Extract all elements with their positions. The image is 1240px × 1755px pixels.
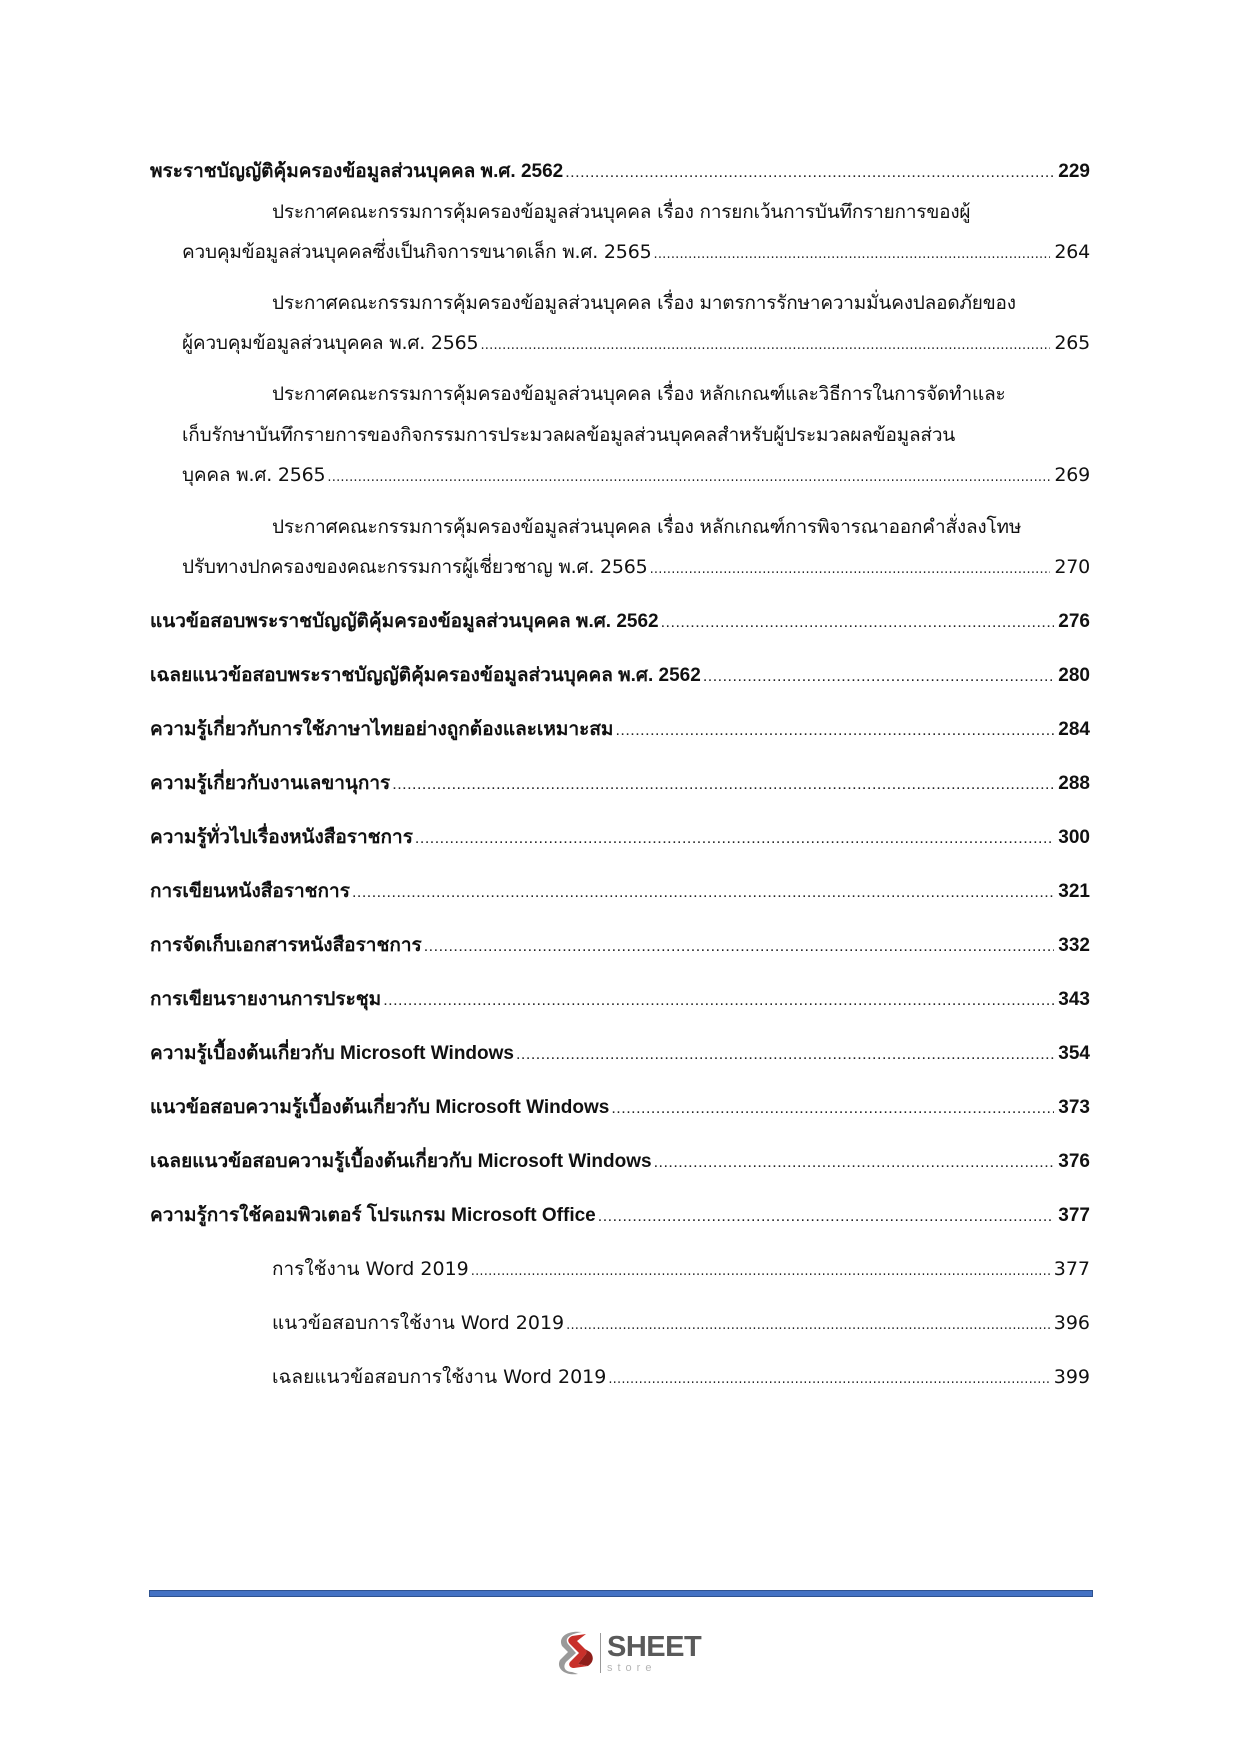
toc-entry-title: เฉลยแนวข้อสอบการใช้งาน Word 2019 [272, 1366, 607, 1388]
toc-entry-page: 354 [1058, 1043, 1090, 1064]
toc-entry-line: ประกาศคณะกรรมการคุ้มครองข้อมูลส่วนบุคคล เรื่อง หลักเกณฑ์การพิจารณาออกคำสั่งลงโทษ [272, 516, 1022, 538]
toc-entry-page: 276 [1058, 611, 1090, 632]
toc-entry-line: ประกาศคณะกรรมการคุ้มครองข้อมูลส่วนบุคคล เรื่อง หลักเกณฑ์และวิธีการในการจัดทำและ [272, 383, 1006, 405]
toc-entry-title: แนวข้อสอบพระราชบัญญัติคุ้มครองข้อมูลส่วนบุคคล พ.ศ. 2562 [150, 611, 659, 632]
toc-entry-page: 377 [1058, 1205, 1090, 1226]
dot-leader [654, 1154, 1055, 1172]
dot-leader [598, 1208, 1055, 1226]
toc-entry-page: 373 [1058, 1097, 1090, 1118]
toc-entry-word-2019[interactable] [272, 1254, 1090, 1284]
toc-entry-word-2019-exam[interactable] [272, 1308, 1090, 1338]
toc-entry-title: ความรู้เบื้องต้นเกี่ยวกับ Microsoft Windows [150, 1043, 514, 1064]
dot-leader [480, 338, 1050, 353]
toc-entry-title: ความรู้ทั่วไปเรื่องหนังสือราชการ [150, 827, 413, 848]
toc-entry-meeting-minutes[interactable] [150, 984, 1090, 1014]
dot-leader [650, 562, 1051, 577]
toc-entry-page: 321 [1058, 881, 1090, 902]
dot-leader [661, 614, 1055, 632]
toc-entry-page: 396 [1053, 1312, 1090, 1334]
dot-leader [392, 776, 1054, 794]
toc-entry-page: 229 [1058, 161, 1090, 182]
sheet-store-logo [552, 1628, 722, 1678]
toc-entry-page: 343 [1058, 989, 1090, 1010]
toc-entry-page: 377 [1053, 1258, 1090, 1280]
toc-entry-page: 280 [1058, 665, 1090, 686]
logo-text [607, 1630, 702, 1674]
toc-entry-line: ปรับทางปกครองของคณะกรรมการผู้เชี่ยวชาญ พ.ศ. 2565 [182, 556, 648, 578]
toc-entry-title: การจัดเก็บเอกสารหนังสือราชการ [150, 935, 422, 956]
toc-entry-page: 270 [1054, 556, 1090, 578]
toc-entry-page: 288 [1058, 773, 1090, 794]
dot-leader [383, 992, 1054, 1010]
dot-leader [565, 164, 1054, 182]
toc-entry-title: การเขียนหนังสือราชการ [150, 881, 350, 902]
toc-entry-line: เก็บรักษาบันทึกรายการของกิจกรรมการประมวลผลข้อมูลส่วนบุคคลสำหรับผู้ประมวลผลข้อมูลส่วน [182, 424, 956, 446]
toc-entry-windows-exam[interactable] [150, 1092, 1090, 1122]
toc-entry-windows-basics[interactable] [150, 1038, 1090, 1068]
toc-entry-line: บุคคล พ.ศ. 2565 [182, 464, 326, 486]
toc-entry-title: เฉลยแนวข้อสอบความรู้เบื้องต้นเกี่ยวกับ Microsoft Windows [150, 1151, 652, 1172]
toc-entry-page: 264 [1054, 241, 1090, 263]
toc-entry-page: 300 [1058, 827, 1090, 848]
dot-leader [608, 1372, 1049, 1387]
toc-entry-title: การใช้งาน Word 2019 [272, 1258, 469, 1280]
toc-entry-title: เฉลยแนวข้อสอบพระราชบัญญัติคุ้มครองข้อมูลส่วนบุคคล พ.ศ. 2562 [150, 665, 701, 686]
logo-divider [600, 1633, 601, 1673]
sheet-store-s-icon [552, 1628, 596, 1678]
dot-leader [566, 1318, 1050, 1333]
toc-entry-page: 376 [1058, 1151, 1090, 1172]
toc-entry-line: ประกาศคณะกรรมการคุ้มครองข้อมูลส่วนบุคคล เรื่อง มาตรการรักษาความมั่นคงปลอดภัยของ [272, 292, 1016, 314]
dot-leader [516, 1046, 1054, 1064]
dot-leader [653, 247, 1050, 262]
toc-entry-pdpa-exam-answers[interactable] [150, 660, 1090, 690]
toc-entry-document-filing[interactable] [150, 930, 1090, 960]
toc-entry-last-line [182, 552, 1090, 582]
toc-entry-windows-exam-answers[interactable] [150, 1146, 1090, 1176]
toc-entry-title: ความรู้การใช้คอมพิวเตอร์ โปรแกรม Microsoft Office [150, 1205, 596, 1226]
toc-entry-page: 399 [1053, 1366, 1090, 1388]
toc-entry-pdpa-2562[interactable] [150, 156, 1090, 186]
toc-entry-line: ควบคุมข้อมูลส่วนบุคคลซึ่งเป็นกิจการขนาดเล็ก พ.ศ. 2565 [182, 241, 652, 263]
toc-entry-pdpa-exam[interactable] [150, 606, 1090, 636]
toc-entry-title: แนวข้อสอบการใช้งาน Word 2019 [272, 1312, 565, 1334]
dot-leader [471, 1264, 1050, 1279]
toc-entry-writing-official-letters[interactable] [150, 876, 1090, 906]
toc-entry-page: 332 [1058, 935, 1090, 956]
footer-rule [149, 1590, 1093, 1597]
toc-entry-title: แนวข้อสอบความรู้เบื้องต้นเกี่ยวกับ Microsoft Windows [150, 1097, 610, 1118]
dot-leader [352, 884, 1054, 902]
toc-entry-title: พระราชบัญญัติคุ้มครองข้อมูลส่วนบุคคล พ.ศ. 2562 [150, 161, 564, 182]
toc-entry-last-line [182, 237, 1090, 267]
toc-entry-word-2019-exam-answers[interactable] [272, 1362, 1090, 1392]
dot-leader [611, 1100, 1054, 1118]
logo-brand: SHEET [607, 1630, 702, 1663]
dot-leader [415, 830, 1054, 848]
toc-entry-title: ความรู้เกี่ยวกับงานเลขานุการ [150, 773, 391, 794]
toc-entry-secretarial-work[interactable] [150, 768, 1090, 798]
toc-entry-thai-language[interactable] [150, 714, 1090, 744]
toc-entry-page: 269 [1054, 464, 1090, 486]
toc-entry-official-letters-general[interactable] [150, 822, 1090, 852]
toc-entry-last-line [182, 460, 1090, 490]
dot-leader [703, 668, 1054, 686]
toc-entry-ms-office[interactable] [150, 1200, 1090, 1230]
dot-leader [327, 470, 1050, 485]
toc-entry-page: 265 [1054, 332, 1090, 354]
logo-sub: store [607, 1661, 657, 1674]
dot-leader [615, 722, 1054, 740]
toc-entry-line: ผู้ควบคุมข้อมูลส่วนบุคคล พ.ศ. 2565 [182, 332, 479, 354]
dot-leader [424, 938, 1055, 956]
toc-entry-page: 284 [1058, 719, 1090, 740]
toc-entry-last-line [182, 328, 1090, 358]
toc-entry-line: ประกาศคณะกรรมการคุ้มครองข้อมูลส่วนบุคคล เรื่อง การยกเว้นการบันทึกรายการของผู้ [272, 201, 971, 223]
toc-entry-title: การเขียนรายงานการประชุม [150, 989, 382, 1010]
toc-entry-title: ความรู้เกี่ยวกับการใช้ภาษาไทยอย่างถูกต้องและเหมาะสม [150, 719, 614, 740]
